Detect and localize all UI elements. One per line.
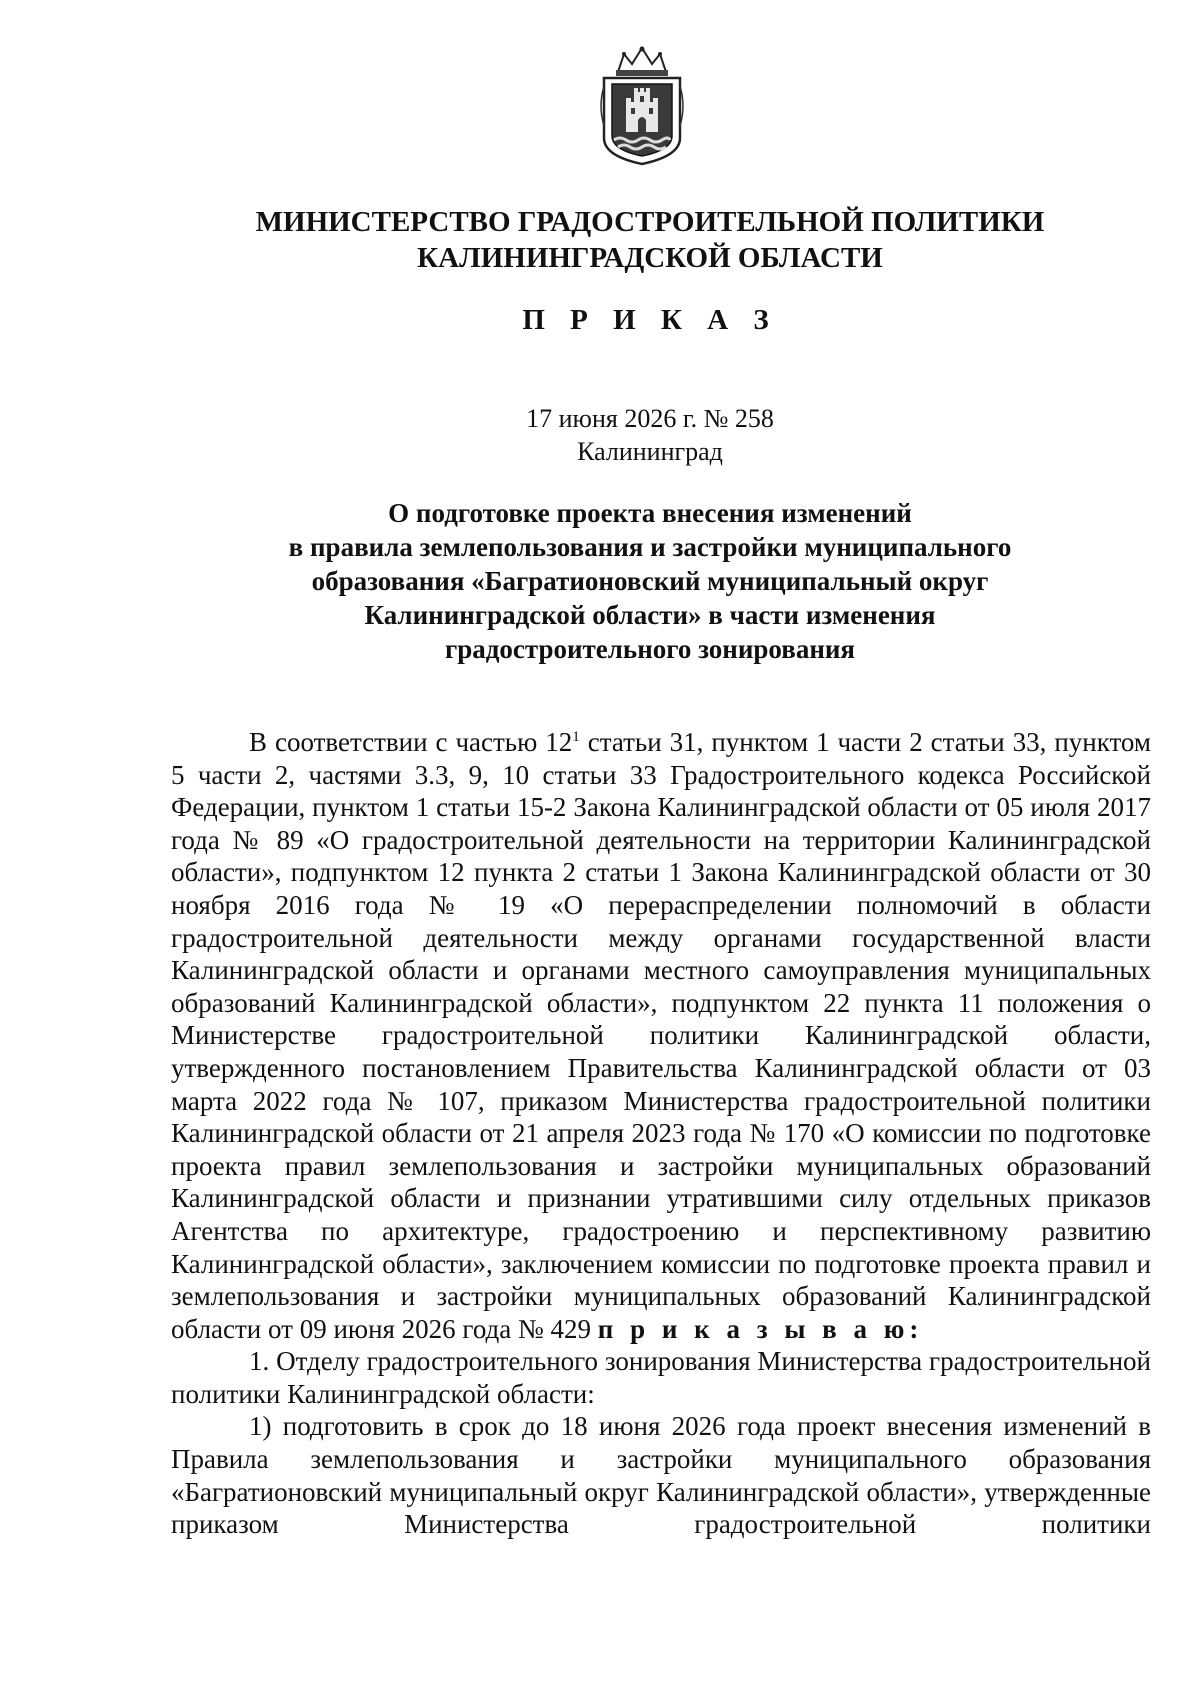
subject-line: в правила землепользования и застройки муниципального [288, 532, 1012, 562]
ministry-line-2: КАЛИНИНГРАДСКОЙ ОБЛАСТИ [417, 242, 883, 274]
order-date-number: 17 июня 2026 г. № 258 [526, 404, 774, 433]
preamble-start: В соответствии с частью 12 [249, 727, 573, 757]
ministry-title [150, 204, 1150, 276]
preamble-superscript: 1 [572, 729, 580, 745]
document-type-title: П Р И К А З [522, 304, 778, 336]
subject-line: образования «Багратионовский муниципальный округ [311, 566, 989, 596]
item-1-1: 1) подготовить в срок до 18 июня 2026 года проект внесения изменений в Правила землепользования и застройки муниципального образования «Багратионовский муниципальный округ Калининградской области», утвержденные приказом Министерства градостроительной политики [171, 1411, 1151, 1540]
order-city: Калининград [577, 437, 723, 466]
subject-line: Калининградской области» в части изменения [364, 600, 936, 630]
preamble-paragraph [171, 726, 1151, 1345]
subject-line: градостроительного зонирования [444, 634, 856, 664]
coat-of-arms-icon [596, 46, 688, 166]
order-directive: п р и к а з ы в а ю: [597, 1313, 924, 1344]
date-and-number-block [150, 402, 1150, 468]
order-subject [150, 496, 1150, 666]
preamble-text: статьи 31, пунктом 1 части 2 статьи 33, пунктом 5 части 2, частями 3.3, 9, 10 статьи 33 Градостроительного кодекса Российской Федерации, пунктом 1 статьи 15-2 Закона Калининградской области от 05 июля 2017 года № 89 «О градостроительной деятельности на территории Калининградской области», подпунктом 12 пункта 2 статьи 1 Закона Калининградской области от 30 ноября 2016 года № 19 «О перераспределении полномочий в области градостроительной деятельности между органами государственной власти Калининградской области и органами местного самоуправления муниципальных образований Калининградской области», подпунктом 22 пункта 11 положения о Министерстве градостроительной политики Калининградской области, утвержденного постановлением Правительства Калининградской области от 03 марта 2022 года № 107, приказом Министерства градостроительной политики Калининградской области от 21 апреля 2023 года № 170 «О комиссии по подготовке проекта правил землепользования и застройки муниципальных образований Калининградской области и признании утратившими силу отдельных приказов Агентства по архитектуре, градостроению и перспективному развитию Калининградской области», заключением комиссии по подготовке проекта правил и землепользования и застройки муниципальных образований Калининградской области от 09 июня 2026 года № 429 [171, 727, 1151, 1344]
item-1: 1. Отделу градостроительного зонирования Министерства градостроительной политики Калининградской области: [171, 1346, 1151, 1409]
ministry-line-1: МИНИСТЕРСТВО ГРАДОСТРОИТЕЛЬНОЙ ПОЛИТИКИ [255, 206, 1045, 238]
subject-line: О подготовке проекта внесения изменений [388, 498, 912, 528]
order-body [171, 726, 1151, 1541]
